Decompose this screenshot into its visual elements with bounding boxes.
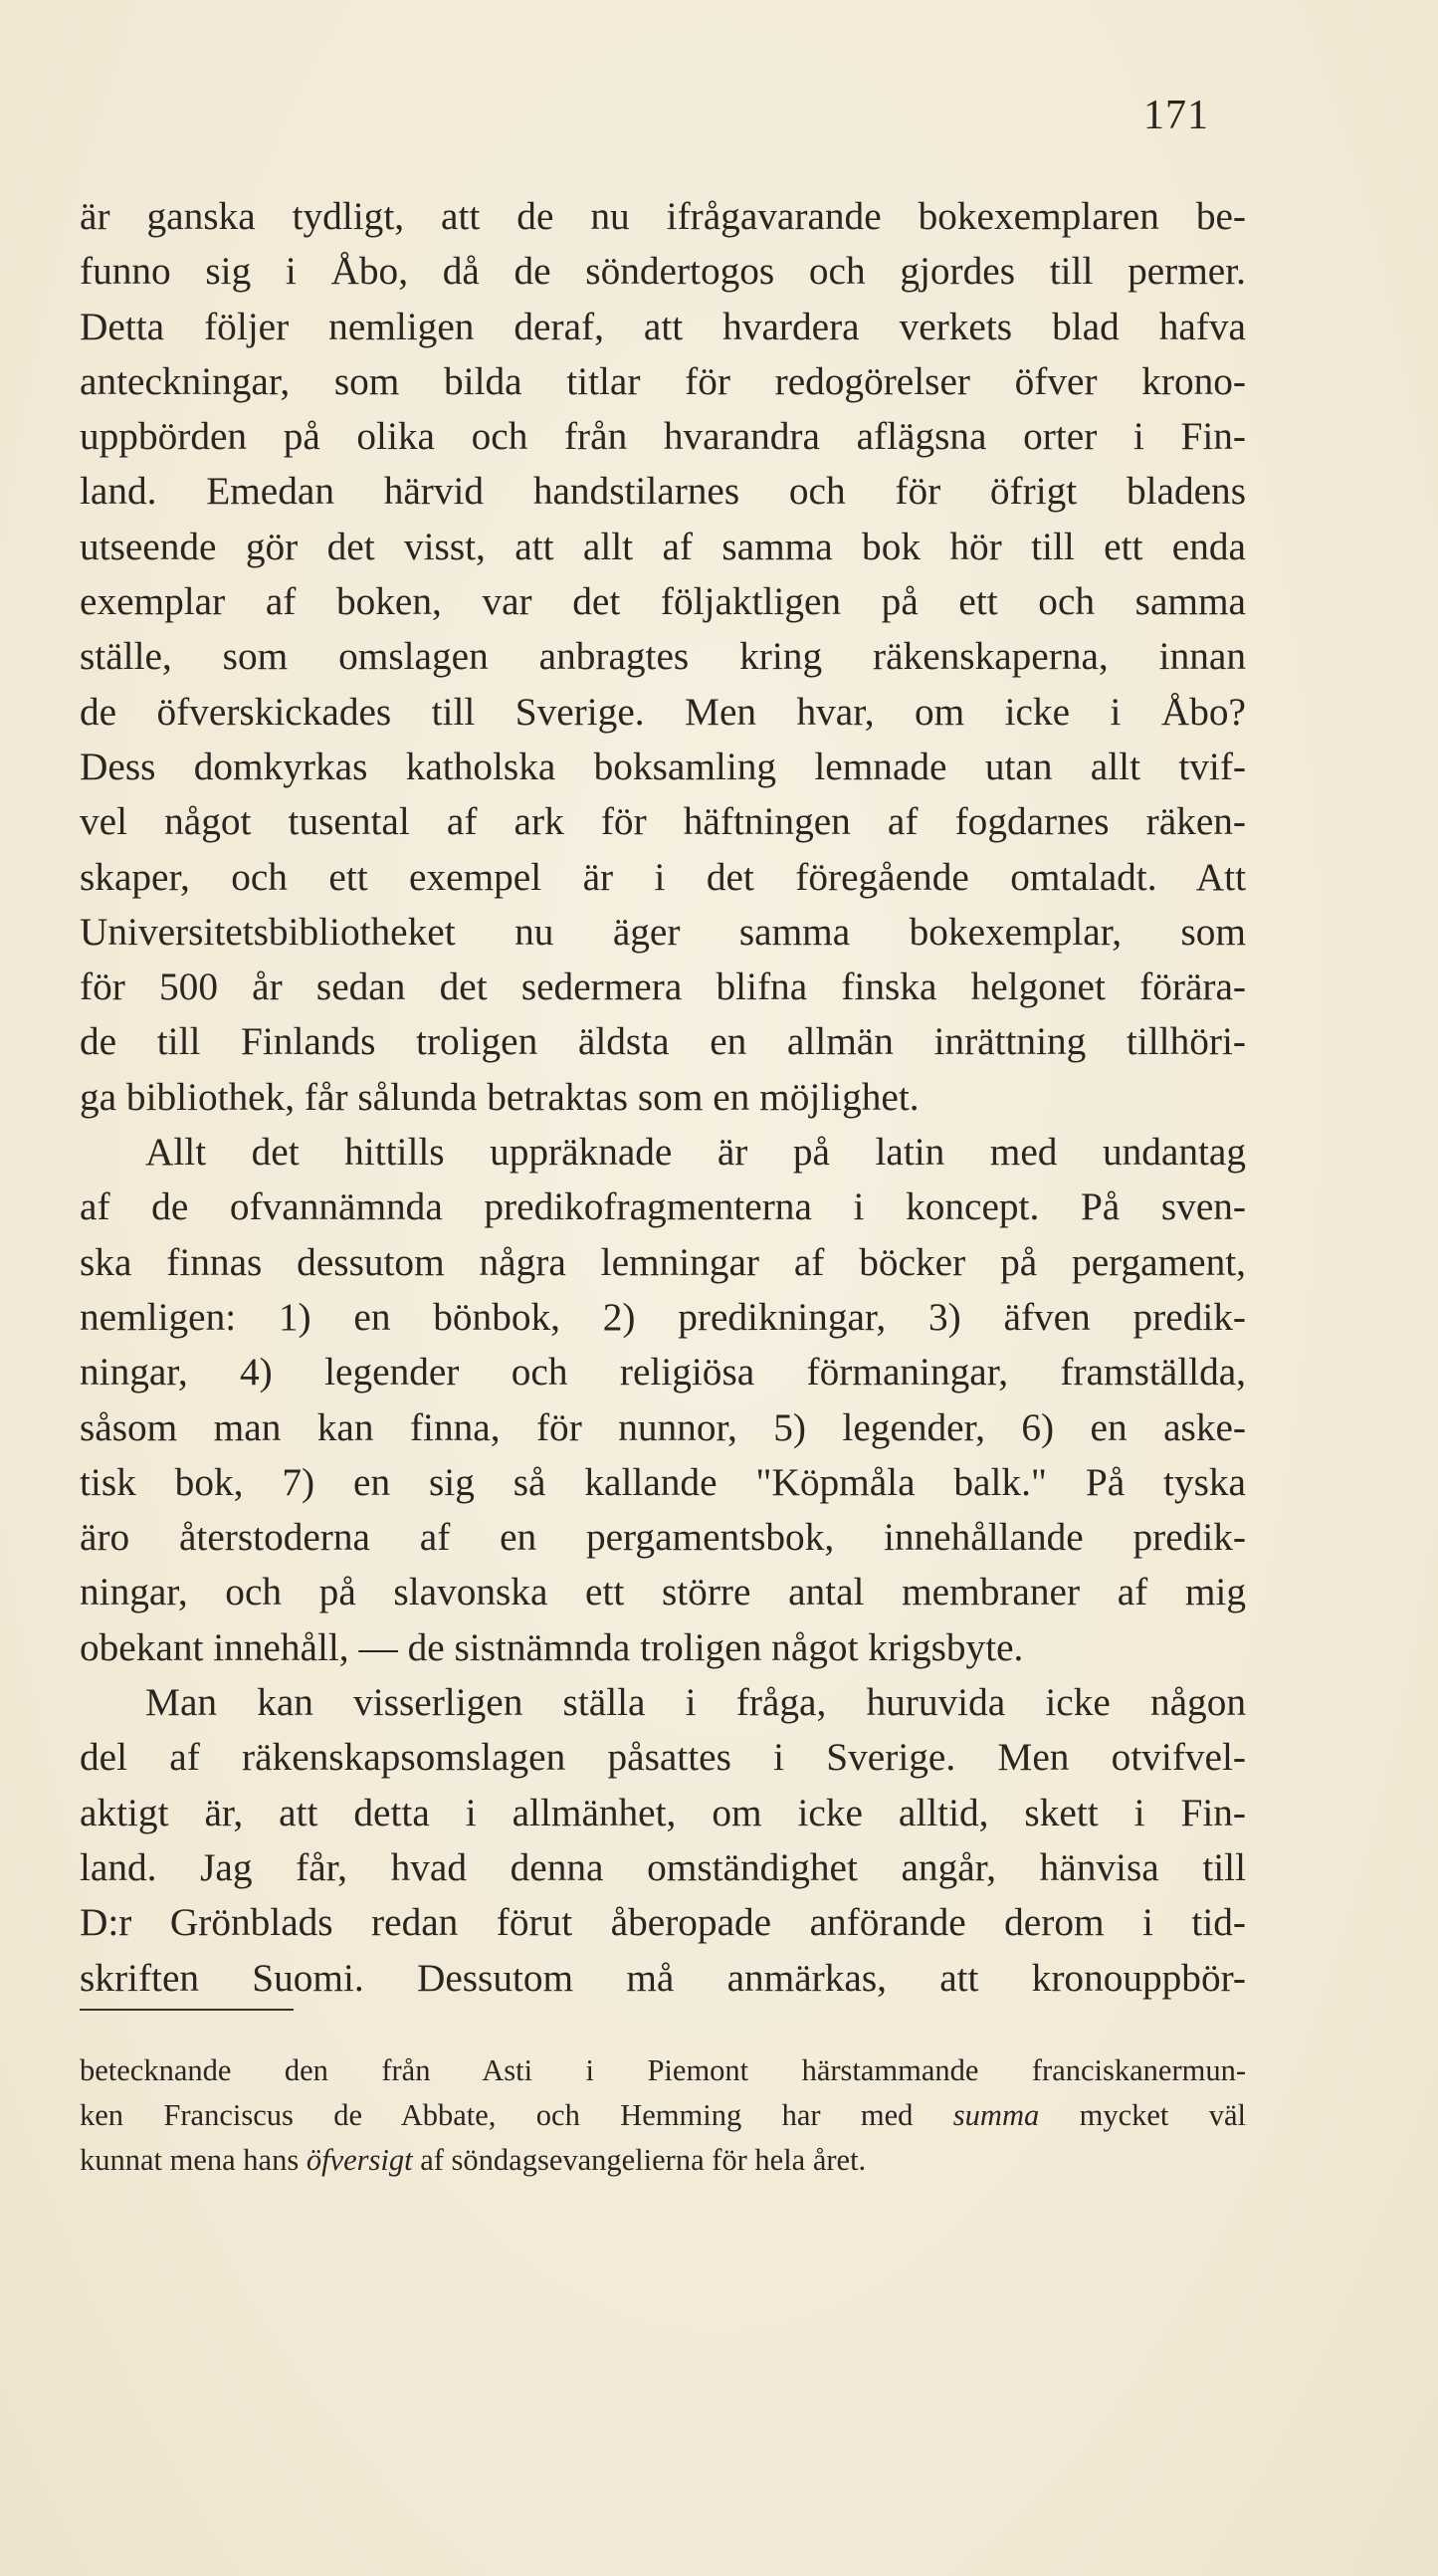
- text-line: aktigt är, att detta i allmänhet, om icke alltid, skett i Fin-: [80, 1790, 1246, 1834]
- text-line: vel något tusental af ark för häftningen af fogdarnes räken-: [80, 799, 1246, 844]
- text-line: ningar, 4) legender och religiösa förmaningar, framställda,: [80, 1350, 1246, 1395]
- footnote-text: ken Franciscus de Abbate, och Hemming har med: [80, 2098, 914, 2132]
- footnote-italic-term: öfversigt: [306, 2143, 413, 2177]
- text-line: land. Emedan härvid handstilarnes och för öfrigt bladens: [80, 469, 1246, 514]
- footnote: [80, 2048, 1246, 2183]
- text-line: de till Finlands troligen äldsta en allmän inrättning tillhöri-: [80, 1019, 1246, 1064]
- text-line: D:r Grönblads redan förut åberopade anförande derom i tid-: [80, 1900, 1246, 1945]
- body-text: [80, 189, 1246, 2006]
- text-line: af de ofvannämnda predikofragmenterna i koncept. På sven-: [80, 1184, 1246, 1229]
- footnote-line: [80, 2093, 1246, 2138]
- footnote-line: betecknande den från Asti i Piemont härstammande franciskanermun-: [80, 2053, 1246, 2087]
- footnote-divider: [80, 2009, 294, 2011]
- page-number: 171: [1143, 93, 1209, 138]
- paragraph-end-line: obekant innehåll, — de sistnämnda troligen något krigsbyte.: [80, 1624, 1024, 1669]
- text-line: exemplar af boken, var det följaktligen på ett och samma: [80, 579, 1246, 624]
- paragraph-start-line: Allt det hittills uppräknade är på latin med undantag: [145, 1130, 1246, 1175]
- text-line: nemligen: 1) en bönbok, 2) predikningar, 3) äfven predik-: [80, 1294, 1246, 1339]
- text-line: uppbörden på olika och från hvarandra aflägsna orter i Fin-: [80, 414, 1246, 459]
- text-line: såsom man kan finna, för nunnor, 5) legender, 6) en aske-: [80, 1404, 1246, 1449]
- text-line: för 500 år sedan det sedermera blifna finska helgonet förära-: [80, 965, 1246, 1009]
- text-line: Dess domkyrkas katholska boksamling lemnade utan allt tvif-: [80, 744, 1246, 788]
- text-line: utseende gör det visst, att allt af samma bok hör till ett enda: [80, 524, 1246, 568]
- footnote-text: kunnat mena hans: [80, 2143, 300, 2177]
- text-line: ställe, som omslagen anbragtes kring räkenskaperna, innan: [80, 634, 1246, 679]
- paragraph-end-line: ga bibliothek, får sålunda betraktas som en möjlighet.: [80, 1074, 920, 1119]
- footnote-line: [80, 2138, 1246, 2183]
- text-line: del af räkenskapsomslagen påsattes i Sverige. Men otvifvel-: [80, 1735, 1246, 1780]
- text-line: Detta följer nemligen deraf, att hvardera verkets blad hafva: [80, 304, 1246, 348]
- text-line: de öfverskickades till Sverige. Men hvar, om icke i Åbo?: [80, 689, 1246, 734]
- text-line: tisk bok, 7) en sig så kallande "Köpmåla balk." På tyska: [80, 1459, 1246, 1504]
- paragraph-start-line: Man kan visserligen ställa i fråga, huruvida icke någon: [145, 1680, 1246, 1725]
- text-line: ska finnas dessutom några lemningar af böcker på pergament,: [80, 1239, 1246, 1284]
- text-line: ningar, och på slavonska ett större antal membraner af mig: [80, 1570, 1246, 1614]
- text-line: skaper, och ett exempel är i det föregående omtaladt. Att: [80, 854, 1246, 899]
- footnote-text: mycket väl: [1079, 2098, 1247, 2132]
- text-line: land. Jag får, hvad denna omständighet angår, hänvisa till: [80, 1844, 1246, 1889]
- footnote-italic-term: summa: [952, 2098, 1040, 2132]
- footnote-text: af söndagsevangelierna för hela året.: [420, 2143, 867, 2177]
- text-line: är ganska tydligt, att de nu ifrågavarande bokexemplaren be-: [80, 194, 1246, 238]
- text-line: Universitetsbibliotheket nu äger samma bokexemplar, som: [80, 909, 1246, 954]
- text-line: skriften Suomi. Dessutom må anmärkas, att kronouppbör-: [80, 1955, 1246, 2000]
- text-line: funno sig i Åbo, då de söndertogos och gjordes till permer.: [80, 249, 1246, 294]
- text-line: anteckningar, som bilda titlar för redogörelser öfver krono-: [80, 358, 1246, 403]
- text-line: äro återstoderna af en pergamentsbok, innehållande predik-: [80, 1515, 1246, 1560]
